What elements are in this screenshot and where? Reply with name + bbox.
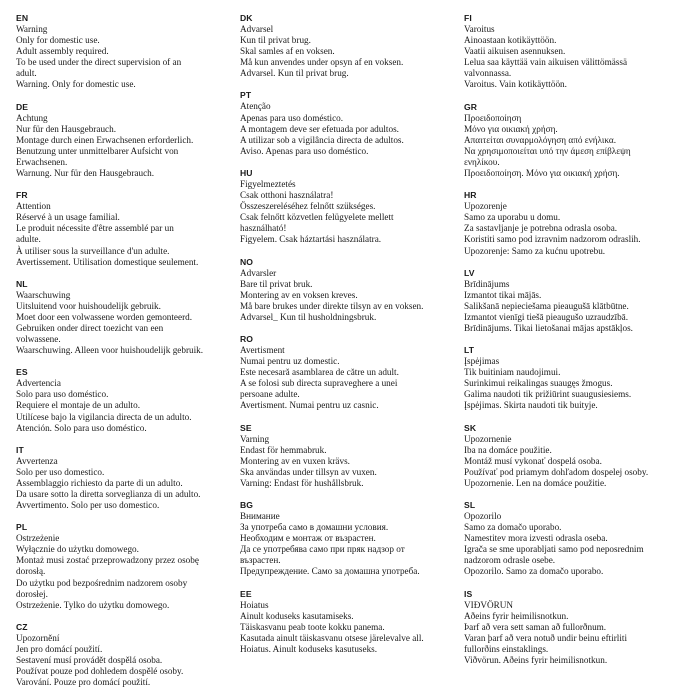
warning-section-fr xyxy=(16,190,226,268)
warning-heading: Varoitus xyxy=(464,24,495,34)
language-code: RO xyxy=(240,333,254,344)
warning-text-line: Atención. Solo para uso doméstico. xyxy=(16,422,147,433)
warning-heading: Warning xyxy=(16,24,48,34)
section-spacer xyxy=(16,434,226,445)
warning-text-line: Aðeins fyrir heimilisnotkun. xyxy=(464,610,569,621)
warning-text-line: Koristiti samo pod izravnim nadzorom odraslih. xyxy=(464,234,641,245)
warning-text-line: Nur für den Hausgebrauch. xyxy=(16,123,117,134)
warning-heading: Achtung xyxy=(16,112,48,123)
warning-text-line: Montaż musi zostać przeprowadzony przez osobę xyxy=(16,555,199,566)
warning-heading: Ostrzeżenie xyxy=(16,533,60,544)
language-code: DK xyxy=(240,13,253,23)
section-spacer xyxy=(464,257,689,268)
warning-section-hr xyxy=(464,190,689,256)
warning-text-line: Montage durch einen Erwachsenen erforderlich. xyxy=(16,134,194,145)
warning-text-line: Varování. Pouze pro domácí použití. xyxy=(16,677,151,688)
warning-text-line: Tik buitiniam naudojimui. xyxy=(464,367,561,378)
warning-section-es xyxy=(16,367,226,433)
warning-text-line: Moet door een volwassene worden gemonteerd. xyxy=(16,311,193,322)
warning-text-line: Galima naudoti tik prižiūrint suaugusiesiems. xyxy=(464,389,632,400)
warning-section-pl xyxy=(16,522,226,611)
warning-section-no xyxy=(240,257,455,323)
warning-text-line: Samo za domačo uporabo. xyxy=(464,522,562,533)
section-spacer xyxy=(464,412,689,423)
warning-text-line: Solo para uso doméstico. xyxy=(16,389,109,400)
section-spacer xyxy=(240,412,455,423)
warning-text-line: Warnung. Nur für den Hausgebrauch. xyxy=(16,168,155,179)
warning-text-line: Brīdinājums. Tikai lietošanai mājas apstākļos. xyxy=(464,322,633,333)
warning-text-line: Ainult koduseks kasutamiseks. xyxy=(240,610,354,621)
section-spacer xyxy=(240,157,455,168)
warning-text-line: fullorðins einstaklings. xyxy=(464,643,549,654)
warning-text-line: Izmantot tikai mājās. xyxy=(464,289,542,300)
warning-text-line: Za sastavljanje je potrebna odrasla osoba. xyxy=(464,223,618,234)
warning-heading: Avertisment xyxy=(240,344,285,355)
language-code: SE xyxy=(240,422,252,433)
warning-text-line: Iba na domáce použitie. xyxy=(464,444,552,455)
section-spacer xyxy=(240,323,455,334)
warning-section-sk xyxy=(464,423,689,489)
warning-text-line: Do użytku pod bezpośrednim nadzorem osoby xyxy=(16,577,188,588)
warning-heading: Advertencia xyxy=(16,378,61,389)
warning-text-line: Montáž musí vykonať dospelá osoba. xyxy=(464,455,602,466)
warning-section-se xyxy=(240,423,455,489)
language-code: SK xyxy=(464,422,477,433)
warning-section-ee xyxy=(240,589,455,655)
language-code: GR xyxy=(464,101,478,112)
warning-text-line: Kun til privat brug. xyxy=(240,35,311,46)
warning-section-de xyxy=(16,102,226,180)
language-code: IS xyxy=(464,588,473,599)
warning-text-line: Warning. Only for domestic use. xyxy=(16,79,136,90)
warning-section-fi xyxy=(464,13,689,91)
warning-text-line: Používať pod priamym dohľadom dospelej osoby. xyxy=(464,466,649,477)
language-code: EN xyxy=(16,13,29,23)
warning-heading: Advarsel xyxy=(240,24,274,34)
warning-text-line: Apenas para uso doméstico. xyxy=(240,112,344,123)
warning-heading: Hoiatus xyxy=(240,599,269,610)
warning-text-line: Varoitus. Vain kotikäyttöön. xyxy=(464,79,567,90)
section-spacer xyxy=(16,268,226,279)
warning-heading: Upozornění xyxy=(16,632,60,643)
language-code: LV xyxy=(464,267,475,278)
warning-heading: Įspėjimas xyxy=(464,356,500,367)
warning-section-sl xyxy=(464,500,689,578)
warning-text-line: Hoiatus. Ainult koduseks kasutuseks. xyxy=(240,643,378,654)
language-code: BG xyxy=(240,500,254,510)
section-spacer xyxy=(464,91,689,102)
warning-text-line: A montagem deve ser efetuada por adultos. xyxy=(240,123,399,134)
warning-text-line: Surinkimui reikalingas suaugęs žmogus. xyxy=(464,378,613,389)
language-code: FR xyxy=(16,190,28,201)
warning-text-line: ενηλίκου. xyxy=(464,156,500,167)
warning-text-line: To be used under the direct supervision of an xyxy=(16,57,182,68)
language-code: LT xyxy=(464,345,475,356)
section-spacer xyxy=(240,79,455,90)
warning-text-line: възрастен. xyxy=(240,555,281,566)
warning-heading: Attention xyxy=(16,201,51,212)
warning-text-line: Þarf að vera sett saman að fullorðnum. xyxy=(464,621,607,632)
warning-text-line: adulte. xyxy=(16,234,41,245)
warning-text-line: valvonnassa. xyxy=(464,68,512,79)
warning-text-line: Le produit nécessite d'être assemblé par un xyxy=(16,223,174,234)
warning-text-line: Only for domestic use. xyxy=(16,35,100,46)
warning-section-is xyxy=(464,589,689,667)
warning-text-line: Salikšanā nepieciešama pieaugušā klātbūtne. xyxy=(464,300,629,311)
warning-text-line: Да се употребява само при пряк надзор от xyxy=(240,544,405,555)
warning-heading: Varning xyxy=(240,433,270,444)
warning-text-line: Avertisment. Numai pentru uz casnic. xyxy=(240,400,379,411)
warning-text-line: Bare til privat bruk. xyxy=(240,278,313,289)
warning-section-bg xyxy=(240,500,455,578)
section-spacer xyxy=(16,511,226,522)
warning-text-line: Varan þarf að vera notuð undir beinu eftirliti xyxy=(464,632,628,643)
warning-heading: Opozorilo xyxy=(464,511,502,521)
warning-text-line: persoane adulte. xyxy=(240,389,300,400)
warning-text-line: Összeszereléséhez felnőtt szükséges. xyxy=(240,201,376,212)
warning-text-line: Montering av en voksen kreves. xyxy=(240,289,358,300)
language-code: CZ xyxy=(16,621,28,632)
warning-text-line: A utilizar sob a vigilância directa de adultos. xyxy=(240,134,404,145)
warning-text-line: Må kun anvendes under opsyn af en voksen. xyxy=(240,57,404,68)
warning-text-line: Wyłącznie do użytku domowego. xyxy=(16,544,139,555)
warning-text-line: Ainoastaan kotikäyttöön. xyxy=(464,35,557,46)
warning-text-line: Este necesară asamblarea de către un adult. xyxy=(240,367,399,378)
warning-text-line: Assemblaggio richiesto da parte di un adulto. xyxy=(16,477,183,488)
warning-section-dk xyxy=(240,13,455,79)
warning-text-line: Varning: Endast för hushållsbruk. xyxy=(240,477,364,488)
warning-text-line: Необходим е монтаж от възрастен. xyxy=(240,533,376,544)
warning-text-line: Opozorilo. Samo za domačo uporabo. xyxy=(464,566,604,577)
warning-text-line: Používat pouze pod dohledem dospělé osoby. xyxy=(16,666,184,677)
warning-heading: Atenção xyxy=(240,101,271,112)
warning-text-line: Įspėjimas. Skirta naudoti tik buityje. xyxy=(464,400,598,411)
column-3 xyxy=(464,13,689,666)
warning-text-line: Upozorenje: Samo za kućnu upotrebu. xyxy=(464,245,606,256)
section-spacer xyxy=(464,334,689,345)
warning-text-line: Uitsluitend voor huishoudelijk gebruik. xyxy=(16,300,161,311)
warning-text-line: Benutzung unter unmittelbarer Aufsicht von xyxy=(16,145,179,156)
warning-heading: Brīdinājums xyxy=(464,278,510,289)
warning-heading: Upozornenie xyxy=(464,433,512,444)
warning-text-line: Numai pentru uz domestic. xyxy=(240,356,340,367)
warning-section-hu xyxy=(240,168,455,246)
warning-heading: Waarschuwing xyxy=(16,289,71,300)
language-code: DE xyxy=(16,101,29,112)
warning-text-line: Täiskasvanu peab toote kokku panema. xyxy=(240,621,385,632)
warning-text-line: Lelua saa käyttää vain aikuisen välittömässä xyxy=(464,57,628,68)
warning-text-line: dorosłej. xyxy=(16,588,48,599)
language-code: SL xyxy=(464,500,476,510)
column-1 xyxy=(16,13,226,688)
warning-text-line: A se folosi sub directa supraveghere a unei xyxy=(240,378,398,389)
warning-text-line: Izmantot vienīgi tiešā pieaugušo uzraudzībā. xyxy=(464,311,629,322)
warning-heading: Upozorenje xyxy=(464,201,507,212)
warning-text-line: Csak felnőtt közvetlen felügyelete mellett xyxy=(240,212,394,223)
warning-heading: Advarsler xyxy=(240,267,277,278)
warning-text-line: Endast för hemmabruk. xyxy=(240,444,327,455)
language-code: HR xyxy=(464,190,477,201)
warning-text-line: Avertissement. Utilisation domestique seulement. xyxy=(16,256,199,267)
warning-heading: VIÐVÖRUN xyxy=(464,599,513,610)
section-spacer xyxy=(240,578,455,589)
warning-text-line: dorosłą. xyxy=(16,566,46,577)
section-spacer xyxy=(464,489,689,500)
warning-text-line: Namestitev mora izvesti odrasla oseba. xyxy=(464,533,608,544)
language-code: PL xyxy=(16,522,28,533)
warning-text-line: Requiere el montaje de un adulto. xyxy=(16,400,140,411)
warning-text-line: Να χρησιμοποιείται υπό την άμεση επίβλεψη xyxy=(464,145,631,156)
section-spacer xyxy=(16,91,226,102)
language-code: ES xyxy=(16,367,28,378)
column-2 xyxy=(240,13,455,655)
warning-text-line: Sestavení musí provádět dospělá osoba. xyxy=(16,655,163,666)
warning-text-line: Kasutada ainult täiskasvanu otsese järelevalve all. xyxy=(240,632,424,643)
warning-text-line: Gebruiken onder direct toezicht van een xyxy=(16,322,164,333)
warning-text-line: Solo per uso domestico. xyxy=(16,466,105,477)
warning-text-line: Ska användas under tillsyn av vuxen. xyxy=(240,466,377,477)
warning-text-line: Waarschuwing. Alleen voor huishoudelijk gebruik. xyxy=(16,345,204,356)
warning-text-line: Jen pro domácí použití. xyxy=(16,643,103,654)
warning-heading: Προειδοποίηση xyxy=(464,112,522,123)
warning-text-line: Avvertimento. Solo per uso domestico. xyxy=(16,500,160,511)
warning-text-line: Απαιτείται συναρμολόγηση από ενήλικα. xyxy=(464,134,617,145)
warning-section-en xyxy=(16,13,226,91)
warning-text-line: Vaatii aikuisen asennuksen. xyxy=(464,46,566,57)
warning-text-line: Aviso. Apenas para uso doméstico. xyxy=(240,145,369,156)
warning-text-line: Må bare brukes under direkte tilsyn av en voksen. xyxy=(240,300,424,311)
warning-text-line: Μόνο για οικιακή χρήση. xyxy=(464,123,558,134)
warning-section-cz xyxy=(16,622,226,688)
warning-text-line: Advarsel. Kun til privat brug. xyxy=(240,68,349,79)
warning-text-line: Προειδοποίηση. Μόνο για οικιακή χρήση. xyxy=(464,168,620,179)
section-spacer xyxy=(464,578,689,589)
section-spacer xyxy=(240,489,455,500)
section-spacer xyxy=(240,246,455,257)
warning-text-line: Da usare sotto la diretta sorveglianza di un adulto. xyxy=(16,489,201,499)
warning-text-line: Ostrzeżenie. Tylko do użytku domowego. xyxy=(16,599,170,610)
warning-text-line: Réservé à un usage familial. xyxy=(16,212,120,223)
warning-section-gr xyxy=(464,102,689,180)
warning-text-line: Montering av en vuxen krävs. xyxy=(240,455,350,466)
warning-section-pt xyxy=(240,90,455,156)
section-spacer xyxy=(464,179,689,190)
warning-text-line: Erwachsenen. xyxy=(16,156,68,167)
warning-text-line: Utilícese bajo la vigilancia directa de un adulto. xyxy=(16,411,192,422)
warning-section-lv xyxy=(464,268,689,334)
language-code: HU xyxy=(240,167,253,178)
warning-text-line: Advarsel_ Kun til husholdningsbruk. xyxy=(240,311,377,322)
warning-text-line: За употреба само в домашни условия. xyxy=(240,522,389,533)
warning-text-line: À utiliser sous la surveillance d'un adulte. xyxy=(16,245,170,256)
section-spacer xyxy=(16,356,226,367)
warning-text-line: nadzorom odrasle osebe. xyxy=(464,555,556,566)
language-code: FI xyxy=(464,13,472,23)
warning-text-line: Csak otthoni használatra! xyxy=(240,190,334,201)
warning-section-ro xyxy=(240,334,455,412)
language-code: NO xyxy=(240,256,254,267)
warning-section-nl xyxy=(16,279,226,357)
section-spacer xyxy=(16,179,226,190)
warning-heading: Внимание xyxy=(240,511,280,521)
warning-text-line: Adult assembly required. xyxy=(16,46,109,57)
warning-text-line: használható! xyxy=(240,223,287,234)
warning-heading: Avvertenza xyxy=(16,455,58,466)
language-code: EE xyxy=(240,588,252,599)
warning-text-line: Igrača se sme uporabljati samo pod neposrednim xyxy=(464,544,644,555)
warning-text-line: Viðvörun. Aðeins fyrir heimilisnotkun. xyxy=(464,655,608,666)
warning-text-line: adult. xyxy=(16,68,37,79)
language-code: IT xyxy=(16,444,24,455)
warning-text-line: Upozornenie. Len na domáce použitie. xyxy=(464,477,607,488)
warning-section-lt xyxy=(464,345,689,411)
warning-section-it xyxy=(16,445,226,511)
section-spacer xyxy=(16,611,226,622)
language-code: NL xyxy=(16,278,28,289)
warning-text-line: volwassene. xyxy=(16,334,61,345)
warning-text-line: Предупреждение. Само за домашна употреба. xyxy=(240,566,420,577)
warning-text-line: Skal samles af en voksen. xyxy=(240,46,335,57)
warning-text-line: Samo za uporabu u domu. xyxy=(464,212,561,223)
warning-text-line: Figyelem. Csak háztartási használatra. xyxy=(240,234,382,245)
language-code: PT xyxy=(240,90,252,101)
warning-heading: Figyelmeztetés xyxy=(240,178,296,189)
